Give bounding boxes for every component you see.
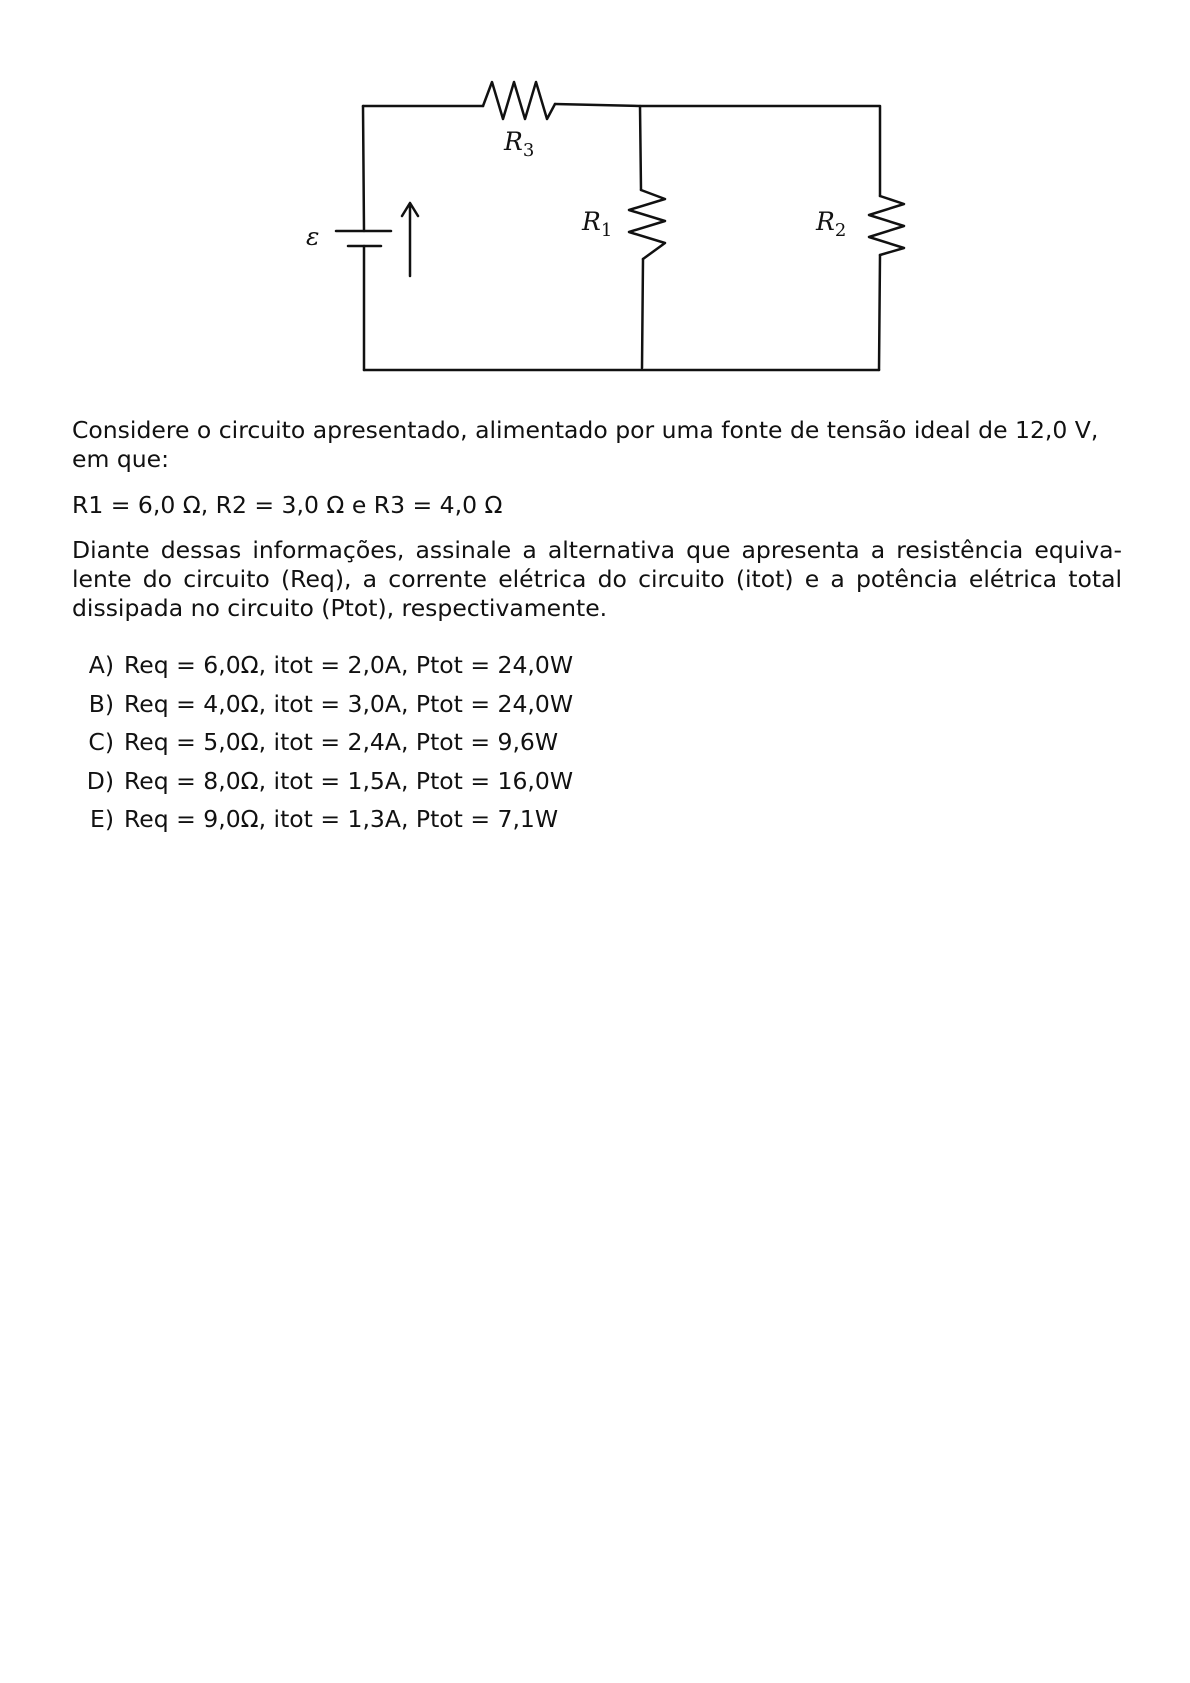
- wire-top-right: [555, 104, 880, 196]
- wire-middle-bottom: [642, 259, 643, 368]
- option-letter: C): [88, 728, 114, 757]
- r3-label: [503, 127, 534, 161]
- option-letter: E): [89, 805, 114, 834]
- option-text: Req = 8,0Ω, itot = 1,5A, Ptot = 16,0W: [124, 766, 574, 795]
- intro-paragraph: Considere o circuito apresentado, alimentado por uma fonte de tensão ideal de 12,0 V, em que:: [72, 416, 1099, 473]
- option-text: Req = 6,0Ω, itot = 2,0A, Ptot = 24,0W: [124, 651, 574, 680]
- answer-options: [72, 646, 573, 839]
- emf-label: ε: [306, 222, 320, 251]
- r2-label-main: R: [816, 207, 835, 236]
- option-a[interactable]: [72, 646, 573, 685]
- option-letter: D): [86, 766, 114, 795]
- r1-label-sub: 1: [600, 220, 613, 241]
- current-arrow: [402, 203, 418, 276]
- option-b[interactable]: [72, 685, 573, 724]
- wire-middle-top: [640, 106, 641, 190]
- r2-label-sub: 2: [834, 220, 847, 241]
- option-c[interactable]: [72, 723, 573, 762]
- resistor-r3: [483, 82, 555, 119]
- option-text: Req = 9,0Ω, itot = 1,3A, Ptot = 7,1W: [124, 805, 559, 834]
- r2-label: [815, 207, 846, 241]
- r1-label-main: R: [582, 207, 601, 236]
- wire-left-top: [363, 106, 364, 231]
- r3-label-sub: 3: [522, 140, 535, 161]
- option-letter: A): [88, 651, 114, 680]
- circuit-diagram: [0, 0, 1190, 400]
- r1-label: [581, 207, 612, 241]
- wire-right: [879, 255, 880, 370]
- option-d[interactable]: [72, 762, 573, 801]
- resistor-values: R1 = 6,0 Ω, R2 = 3,0 Ω e R3 = 4,0 Ω: [72, 491, 503, 519]
- option-text: Req = 4,0Ω, itot = 3,0A, Ptot = 24,0W: [124, 689, 574, 718]
- r3-label-main: R: [504, 127, 523, 156]
- option-e[interactable]: [72, 800, 573, 839]
- option-letter: B): [88, 689, 114, 718]
- resistor-r2: [869, 196, 904, 255]
- question-paragraph: Diante dessas informações, assinale a alternativa que apresenta a resistência equiva-lente do circuito (Req), a corrente elétrica do circuito (itot) e a potência elétrica total dissipada no circuito (Ptot), respectivamente.: [72, 536, 1122, 622]
- resistor-r1: [629, 190, 665, 259]
- option-text: Req = 5,0Ω, itot = 2,4A, Ptot = 9,6W: [124, 728, 559, 757]
